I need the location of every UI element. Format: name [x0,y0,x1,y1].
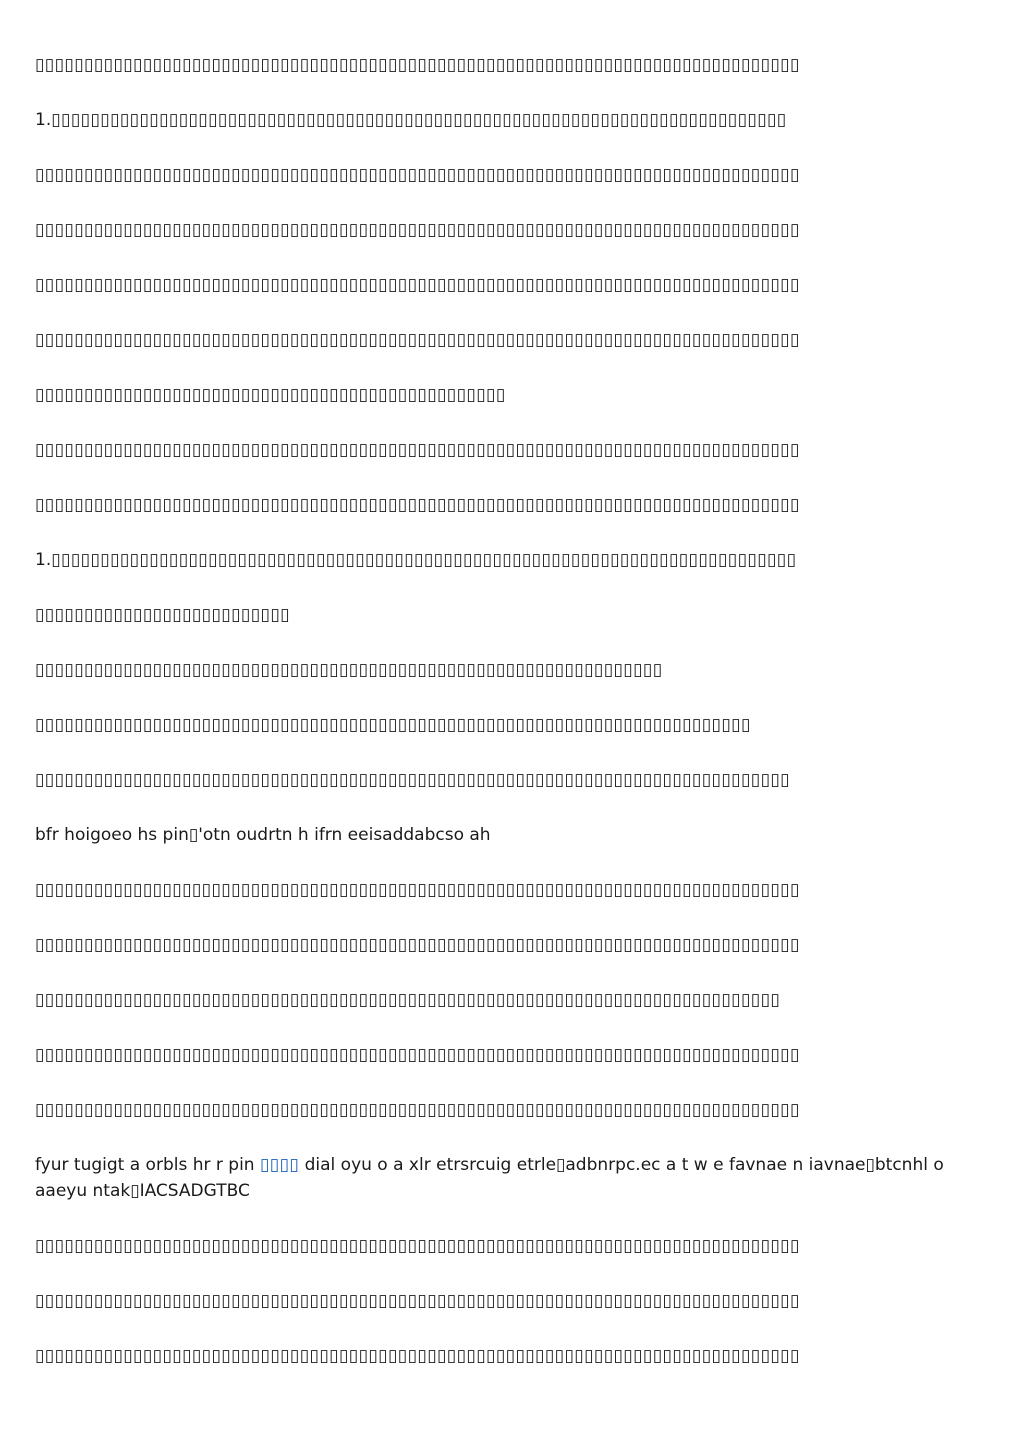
paragraph-2-numbered [35,107,991,133]
paragraph-text: ▯▯▯▯▯▯▯▯▯▯▯▯▯▯▯▯▯▯▯▯▯▯▯▯▯▯▯▯▯▯▯▯▯▯▯▯▯▯▯▯▯▯▯▯▯▯▯▯▯▯▯▯▯▯▯▯▯▯▯▯▯▯▯▯▯▯▯▯▯▯▯▯▯▯▯ [51,110,787,130]
paragraph-5: ▯▯▯▯▯▯▯▯▯▯▯▯▯▯▯▯▯▯▯▯▯▯▯▯▯▯▯▯▯▯▯▯▯▯▯▯▯▯▯▯▯▯▯▯▯▯▯▯▯▯▯▯▯▯▯▯▯▯▯▯▯▯▯▯▯▯▯▯▯▯▯▯▯▯▯▯▯▯ [35,275,800,295]
mixed-text-before: fyur tugigt a orbls hr r pin [35,1155,260,1175]
paragraph-22: ▯▯▯▯▯▯▯▯▯▯▯▯▯▯▯▯▯▯▯▯▯▯▯▯▯▯▯▯▯▯▯▯▯▯▯▯▯▯▯▯▯▯▯▯▯▯▯▯▯▯▯▯▯▯▯▯▯▯▯▯▯▯▯▯▯▯▯▯▯▯▯▯▯▯▯▯▯▯ [35,1236,800,1256]
paragraph-13: ▯▯▯▯▯▯▯▯▯▯▯▯▯▯▯▯▯▯▯▯▯▯▯▯▯▯▯▯▯▯▯▯▯▯▯▯▯▯▯▯▯▯▯▯▯▯▯▯▯▯▯▯▯▯▯▯▯▯▯▯▯▯▯▯▯▯▯▯▯▯▯▯▯ [35,715,751,735]
mixed-text-after: dial oyu o a xlr etrsrcuig etrle▯adbnrpc.ec a t w e favnae n iavnae▯btcnhl o aaeyu ntak▯IACSADGTBC [35,1155,944,1201]
list-number: 1. [35,110,52,130]
latin-text-line: bfr hoigoeo hs pin▯'otn oudrtn h ifrn eeisaddabcso ah [35,825,491,845]
paragraph-8: ▯▯▯▯▯▯▯▯▯▯▯▯▯▯▯▯▯▯▯▯▯▯▯▯▯▯▯▯▯▯▯▯▯▯▯▯▯▯▯▯▯▯▯▯▯▯▯▯▯▯▯▯▯▯▯▯▯▯▯▯▯▯▯▯▯▯▯▯▯▯▯▯▯▯▯▯▯▯ [35,440,800,460]
paragraph-7: ▯▯▯▯▯▯▯▯▯▯▯▯▯▯▯▯▯▯▯▯▯▯▯▯▯▯▯▯▯▯▯▯▯▯▯▯▯▯▯▯▯▯▯▯▯▯▯▯ [35,385,506,405]
paragraph-24: ▯▯▯▯▯▯▯▯▯▯▯▯▯▯▯▯▯▯▯▯▯▯▯▯▯▯▯▯▯▯▯▯▯▯▯▯▯▯▯▯▯▯▯▯▯▯▯▯▯▯▯▯▯▯▯▯▯▯▯▯▯▯▯▯▯▯▯▯▯▯▯▯▯▯▯▯▯▯ [35,1346,800,1366]
paragraph-17: ▯▯▯▯▯▯▯▯▯▯▯▯▯▯▯▯▯▯▯▯▯▯▯▯▯▯▯▯▯▯▯▯▯▯▯▯▯▯▯▯▯▯▯▯▯▯▯▯▯▯▯▯▯▯▯▯▯▯▯▯▯▯▯▯▯▯▯▯▯▯▯▯▯▯▯▯▯▯ [35,935,800,955]
paragraph-14: ▯▯▯▯▯▯▯▯▯▯▯▯▯▯▯▯▯▯▯▯▯▯▯▯▯▯▯▯▯▯▯▯▯▯▯▯▯▯▯▯▯▯▯▯▯▯▯▯▯▯▯▯▯▯▯▯▯▯▯▯▯▯▯▯▯▯▯▯▯▯▯▯▯▯▯▯▯ [35,770,790,790]
inline-link[interactable]: ▯▯▯▯ [259,1155,300,1175]
list-number: 1. [35,550,52,570]
paragraph-11: ▯▯▯▯▯▯▯▯▯▯▯▯▯▯▯▯▯▯▯▯▯▯▯▯▯▯ [35,605,290,625]
document-body [35,52,991,1398]
paragraph-16: ▯▯▯▯▯▯▯▯▯▯▯▯▯▯▯▯▯▯▯▯▯▯▯▯▯▯▯▯▯▯▯▯▯▯▯▯▯▯▯▯▯▯▯▯▯▯▯▯▯▯▯▯▯▯▯▯▯▯▯▯▯▯▯▯▯▯▯▯▯▯▯▯▯▯▯▯▯▯ [35,880,800,900]
mixed-text-with-link [35,1152,991,1204]
paragraph-6: ▯▯▯▯▯▯▯▯▯▯▯▯▯▯▯▯▯▯▯▯▯▯▯▯▯▯▯▯▯▯▯▯▯▯▯▯▯▯▯▯▯▯▯▯▯▯▯▯▯▯▯▯▯▯▯▯▯▯▯▯▯▯▯▯▯▯▯▯▯▯▯▯▯▯▯▯▯▯ [35,330,800,350]
paragraph-23: ▯▯▯▯▯▯▯▯▯▯▯▯▯▯▯▯▯▯▯▯▯▯▯▯▯▯▯▯▯▯▯▯▯▯▯▯▯▯▯▯▯▯▯▯▯▯▯▯▯▯▯▯▯▯▯▯▯▯▯▯▯▯▯▯▯▯▯▯▯▯▯▯▯▯▯▯▯▯ [35,1291,800,1311]
paragraph-12: ▯▯▯▯▯▯▯▯▯▯▯▯▯▯▯▯▯▯▯▯▯▯▯▯▯▯▯▯▯▯▯▯▯▯▯▯▯▯▯▯▯▯▯▯▯▯▯▯▯▯▯▯▯▯▯▯▯▯▯▯▯▯▯▯ [35,660,663,680]
paragraph-3: ▯▯▯▯▯▯▯▯▯▯▯▯▯▯▯▯▯▯▯▯▯▯▯▯▯▯▯▯▯▯▯▯▯▯▯▯▯▯▯▯▯▯▯▯▯▯▯▯▯▯▯▯▯▯▯▯▯▯▯▯▯▯▯▯▯▯▯▯▯▯▯▯▯▯▯▯▯▯ [35,165,800,185]
paragraph-9: ▯▯▯▯▯▯▯▯▯▯▯▯▯▯▯▯▯▯▯▯▯▯▯▯▯▯▯▯▯▯▯▯▯▯▯▯▯▯▯▯▯▯▯▯▯▯▯▯▯▯▯▯▯▯▯▯▯▯▯▯▯▯▯▯▯▯▯▯▯▯▯▯▯▯▯▯▯▯ [35,495,800,515]
paragraph-4: ▯▯▯▯▯▯▯▯▯▯▯▯▯▯▯▯▯▯▯▯▯▯▯▯▯▯▯▯▯▯▯▯▯▯▯▯▯▯▯▯▯▯▯▯▯▯▯▯▯▯▯▯▯▯▯▯▯▯▯▯▯▯▯▯▯▯▯▯▯▯▯▯▯▯▯▯▯▯ [35,220,800,240]
paragraph-text: ▯▯▯▯▯▯▯▯▯▯▯▯▯▯▯▯▯▯▯▯▯▯▯▯▯▯▯▯▯▯▯▯▯▯▯▯▯▯▯▯▯▯▯▯▯▯▯▯▯▯▯▯▯▯▯▯▯▯▯▯▯▯▯▯▯▯▯▯▯▯▯▯▯▯▯▯ [51,550,797,570]
paragraph-18: ▯▯▯▯▯▯▯▯▯▯▯▯▯▯▯▯▯▯▯▯▯▯▯▯▯▯▯▯▯▯▯▯▯▯▯▯▯▯▯▯▯▯▯▯▯▯▯▯▯▯▯▯▯▯▯▯▯▯▯▯▯▯▯▯▯▯▯▯▯▯▯▯▯▯▯▯ [35,990,781,1010]
paragraph-1: ▯▯▯▯▯▯▯▯▯▯▯▯▯▯▯▯▯▯▯▯▯▯▯▯▯▯▯▯▯▯▯▯▯▯▯▯▯▯▯▯▯▯▯▯▯▯▯▯▯▯▯▯▯▯▯▯▯▯▯▯▯▯▯▯▯▯▯▯▯▯▯▯▯▯▯▯▯▯ [35,55,800,75]
paragraph-10-numbered [35,547,991,573]
paragraph-20: ▯▯▯▯▯▯▯▯▯▯▯▯▯▯▯▯▯▯▯▯▯▯▯▯▯▯▯▯▯▯▯▯▯▯▯▯▯▯▯▯▯▯▯▯▯▯▯▯▯▯▯▯▯▯▯▯▯▯▯▯▯▯▯▯▯▯▯▯▯▯▯▯▯▯▯▯▯▯ [35,1100,800,1120]
paragraph-19: ▯▯▯▯▯▯▯▯▯▯▯▯▯▯▯▯▯▯▯▯▯▯▯▯▯▯▯▯▯▯▯▯▯▯▯▯▯▯▯▯▯▯▯▯▯▯▯▯▯▯▯▯▯▯▯▯▯▯▯▯▯▯▯▯▯▯▯▯▯▯▯▯▯▯▯▯▯▯ [35,1045,800,1065]
